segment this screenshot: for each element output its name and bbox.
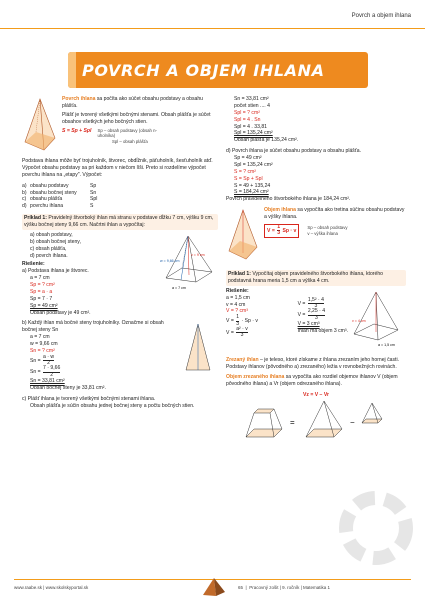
pyramid-illustration — [22, 96, 58, 154]
list-item: d) povrchu ihlana S — [22, 203, 94, 210]
base-paragraph: Podstava ihlana môže byť trojuholník, štvorec, obdĺžnik, päťuholník, šesťuholník atď. Výpočet obsahu podstavy sa pri každom v niečom líši. Preto si rozdelíme výpočet povrchu ihlana na „etapy". Výpočet: — [22, 158, 213, 178]
chapter-banner — [68, 52, 368, 88]
truncated-volume: Objem zrezaného ihlana sa vypočíta ako rozdiel objemov ihlanov V (objem pôvodného ihlana) a Vr (objem odrezaného ihlana). — [226, 374, 398, 388]
volume-term: Objem ihlana — [264, 207, 296, 214]
example-2: Príklad 1: Vypočítaj objem pravidelného štvorbokého ihlana, ktorého podstavná hrana meria 1,5 cm a výška 4 cm. — [226, 270, 406, 286]
part-a-calc: a = 7 cm Sp = ? cm² Sp = a · a Sp = 7 · 7 Sp = 49 cm² Obsah podstavy je 49 cm². — [30, 275, 91, 316]
watermark-logo — [336, 488, 416, 571]
list-item: c) obsahu plášťa Spl — [22, 196, 98, 203]
legend-sp: Sp – obsah podstavy (obsah n-uholníka) — [97, 127, 157, 139]
triangle-sketch — [178, 320, 218, 392]
svg-text:v = 9 cm: v = 9 cm — [191, 252, 205, 257]
svg-text:a = 7 cm: a = 7 cm — [172, 285, 186, 290]
footer-book: 65 | Pracovný zošit | 9. ročník | Matematika 1 — [238, 585, 331, 590]
def-text: sa počíta ako súčet obsahu podstavy a obsahu plášťa. — [62, 96, 204, 109]
book-title: Pracovný zošit | 9. ročník | Matematika 1 — [249, 585, 331, 590]
volume-pyramid-illustration — [226, 207, 260, 266]
chapter-title: POVRCH A OBJEM IHLANA — [82, 61, 325, 80]
svg-text:−: − — [350, 418, 355, 427]
def2-text: Plášť je tvorený všetkými bočnými stenami. Obsah plášťa je súčet obsahov všetkých jeho bočných stien. — [62, 111, 211, 125]
def-term: Povrch ihlana — [62, 96, 96, 102]
surface-formula: S = Sp + Spl — [62, 127, 92, 134]
volume-definition: Objem ihlana sa vypočíta ako tretina súčinu obsahu podstavy a výšky ihlana. V = $\frac{1}{3}$ Sp · v Sp – obsah podstavy v – výška ihlana — [226, 207, 406, 266]
part-b-head: b) Každý ihlan má bočné steny trojuholníky. Označme si obsah bočnej steny Sn — [22, 320, 164, 334]
truncated-definition: Zrezaný ihlan – je teleso, ktoré získame z ihlana zrezaním jeho hornej časti. Podstavy ihlanov (pôvodného a) zrezaného) ležia v rovnobežných rovinách. — [226, 356, 399, 370]
section-label: Povrch a objem ihlana — [348, 12, 411, 20]
svg-text:a = 1,5 cm: a = 1,5 cm — [378, 342, 395, 347]
example-title: Príklad 1: — [24, 215, 47, 222]
example-text: Pravidelný štvorboký ihlan má stranu v podstave dĺžku 7 cm, výšku 9 cm, výšku bočnej steny 9,66 cm. Načrtni ihlan a vypočítaj: — [24, 215, 214, 228]
steps-list — [22, 183, 218, 211]
list-item: b) obsahu bočnej steny Sn — [22, 189, 97, 196]
page-number: 65 — [238, 585, 244, 590]
example-2-solution: Riešenie: a = 1,5 cm v = 4 cm V = ? cm³ V = $\frac{1}{3}$ · Sp · v V = $\frac{\text{a² · v}}{3}$ — [226, 287, 258, 339]
banner-stripe — [68, 52, 76, 88]
right-column: Sn = 33,81 cm² počet stien .... 4 Spl = ? cm² Spl = 4 . Sn Spl = 4 . 33,81 Spl = 135,24 cm² Obsah plášťa je 135,24 cm². d) Povrch ihlana je súčet obsahu podstavy a obsahu plášťa. Sp = 49 cm² Spl = 135,24 cm² S = ? cm² S = Sp + Spl S = 49 + 135,24 S = 184,24 cm² Povrch pravidelného štvorbokého ihlana je 184,24 cm². Objem ihlana sa vypočíta ako tretina súčinu obsahu podstavy a výšky ihlana. V = $\frac{1}{3}$ Sp · v Sp – obsah podstavy v – výška ihlana Príklad 1: Vypočítaj objem pravidelného štvorbokého ihlana, ktorého podstavná hrana meria 1,5 cm a výška 4 cm. Riešenie: a = 1,5 cm v = 4 cm V = ? cm³ V = $\frac{1}{3}$ · Sp · v V = $\frac{\text{a² · v}}{3}$ V = $\frac{\text{1,5² · 4}}{3}$ V = $\frac{2,25 \cdot 4}{3}$ V = 3 cm³ Ihlan má objem 3 cm³. a = 1,5 cm v = 4 cm Zrezaný ihlan – je teleso, ktoré získame z ihlana zrezaním jeho hornej časti. Podstavy ihlanov (pôvodného a) zrezaného) ležia v rovnobežných rovinách. Objem zrezaného ihlana sa vypočíta ako rozdiel objemov ihlanov V (objem pôvodného ihlana) a Vr (objem odrezaného ihlana). Vz = V − Vr = − — [226, 96, 406, 444]
left-column — [22, 96, 218, 414]
solution-label: Riešenie: — [22, 261, 45, 268]
pyramid-icon — [202, 577, 226, 600]
pyramid-sketch-2 — [348, 288, 406, 353]
volume-formula: V = $\frac{1}{3}$ Sp · v — [264, 224, 299, 238]
header-rule — [0, 28, 425, 29]
svg-text:w = 9,66 cm: w = 9,66 cm — [160, 258, 180, 263]
list-item: a) obsahu podstavy Sp — [22, 182, 97, 189]
page-header — [0, 0, 425, 40]
legend-spl: Spl – obsah plášťa — [112, 139, 148, 145]
truncated-formula: Vz = V − Vr — [302, 392, 330, 399]
page-footer — [0, 576, 425, 600]
svg-text:v = 4 cm: v = 4 cm — [352, 318, 366, 323]
surface-definition — [22, 96, 218, 154]
part-d: d) Povrch ihlana je súčet obsahu podstavy a obsahu plášťa. Sp = 49 cm² Spl = 135,24 cm² S = ? cm² S = Sp + Spl S = 49 + 135,24 S = 184,24 cm² Povrch pravidelného štvorbokého ihlana je 184,24 cm². — [226, 148, 361, 203]
part-b-calc: a = 7 cm w = 9,66 cm Sn = ? cm² Sn = $\frac{a \cdot w}{2}$ Sn = $\frac{7 \cdot 9,66}{2}$ Sn = 33,81 cm² Obsah bočnej steny je 33,81 cm². — [30, 334, 106, 391]
part-c-calc: Sn = 33,81 cm² počet stien .... 4 Spl = ? cm² Spl = 4 . Sn Spl = 4 . 33,81 Spl = 135,24 cm² Obsah plášťa je 135,24 cm². — [234, 96, 299, 144]
example-items: a) obsah podstavy, b) obsah bočnej steny, c) obsah plášťa, d) povrch ihlana. Riešenie: a) Podstava ihlana je štvorec. a = 7 cm Sp = ? cm² Sp = a · a Sp = 7 · 7 Sp = 49 cm² Obsah podstavy je 49 cm². — [22, 232, 158, 317]
pyramid-sketch-1 — [158, 232, 218, 317]
example-1 — [22, 214, 218, 230]
truncated-diagram — [226, 399, 406, 444]
footer-links: www.raabe.sk | www.skolskyportal.sk — [14, 585, 89, 590]
part-c: c) Plášť ihlana je tvorený všetkými bočnými stenami ihlana. Obsah plášťa je súčin obsahu jednej bočnej steny a počtu bočných stien. — [22, 395, 195, 409]
part-a-head: a) Podstava ihlana je štvorec. — [22, 268, 89, 275]
svg-text:=: = — [290, 418, 295, 427]
